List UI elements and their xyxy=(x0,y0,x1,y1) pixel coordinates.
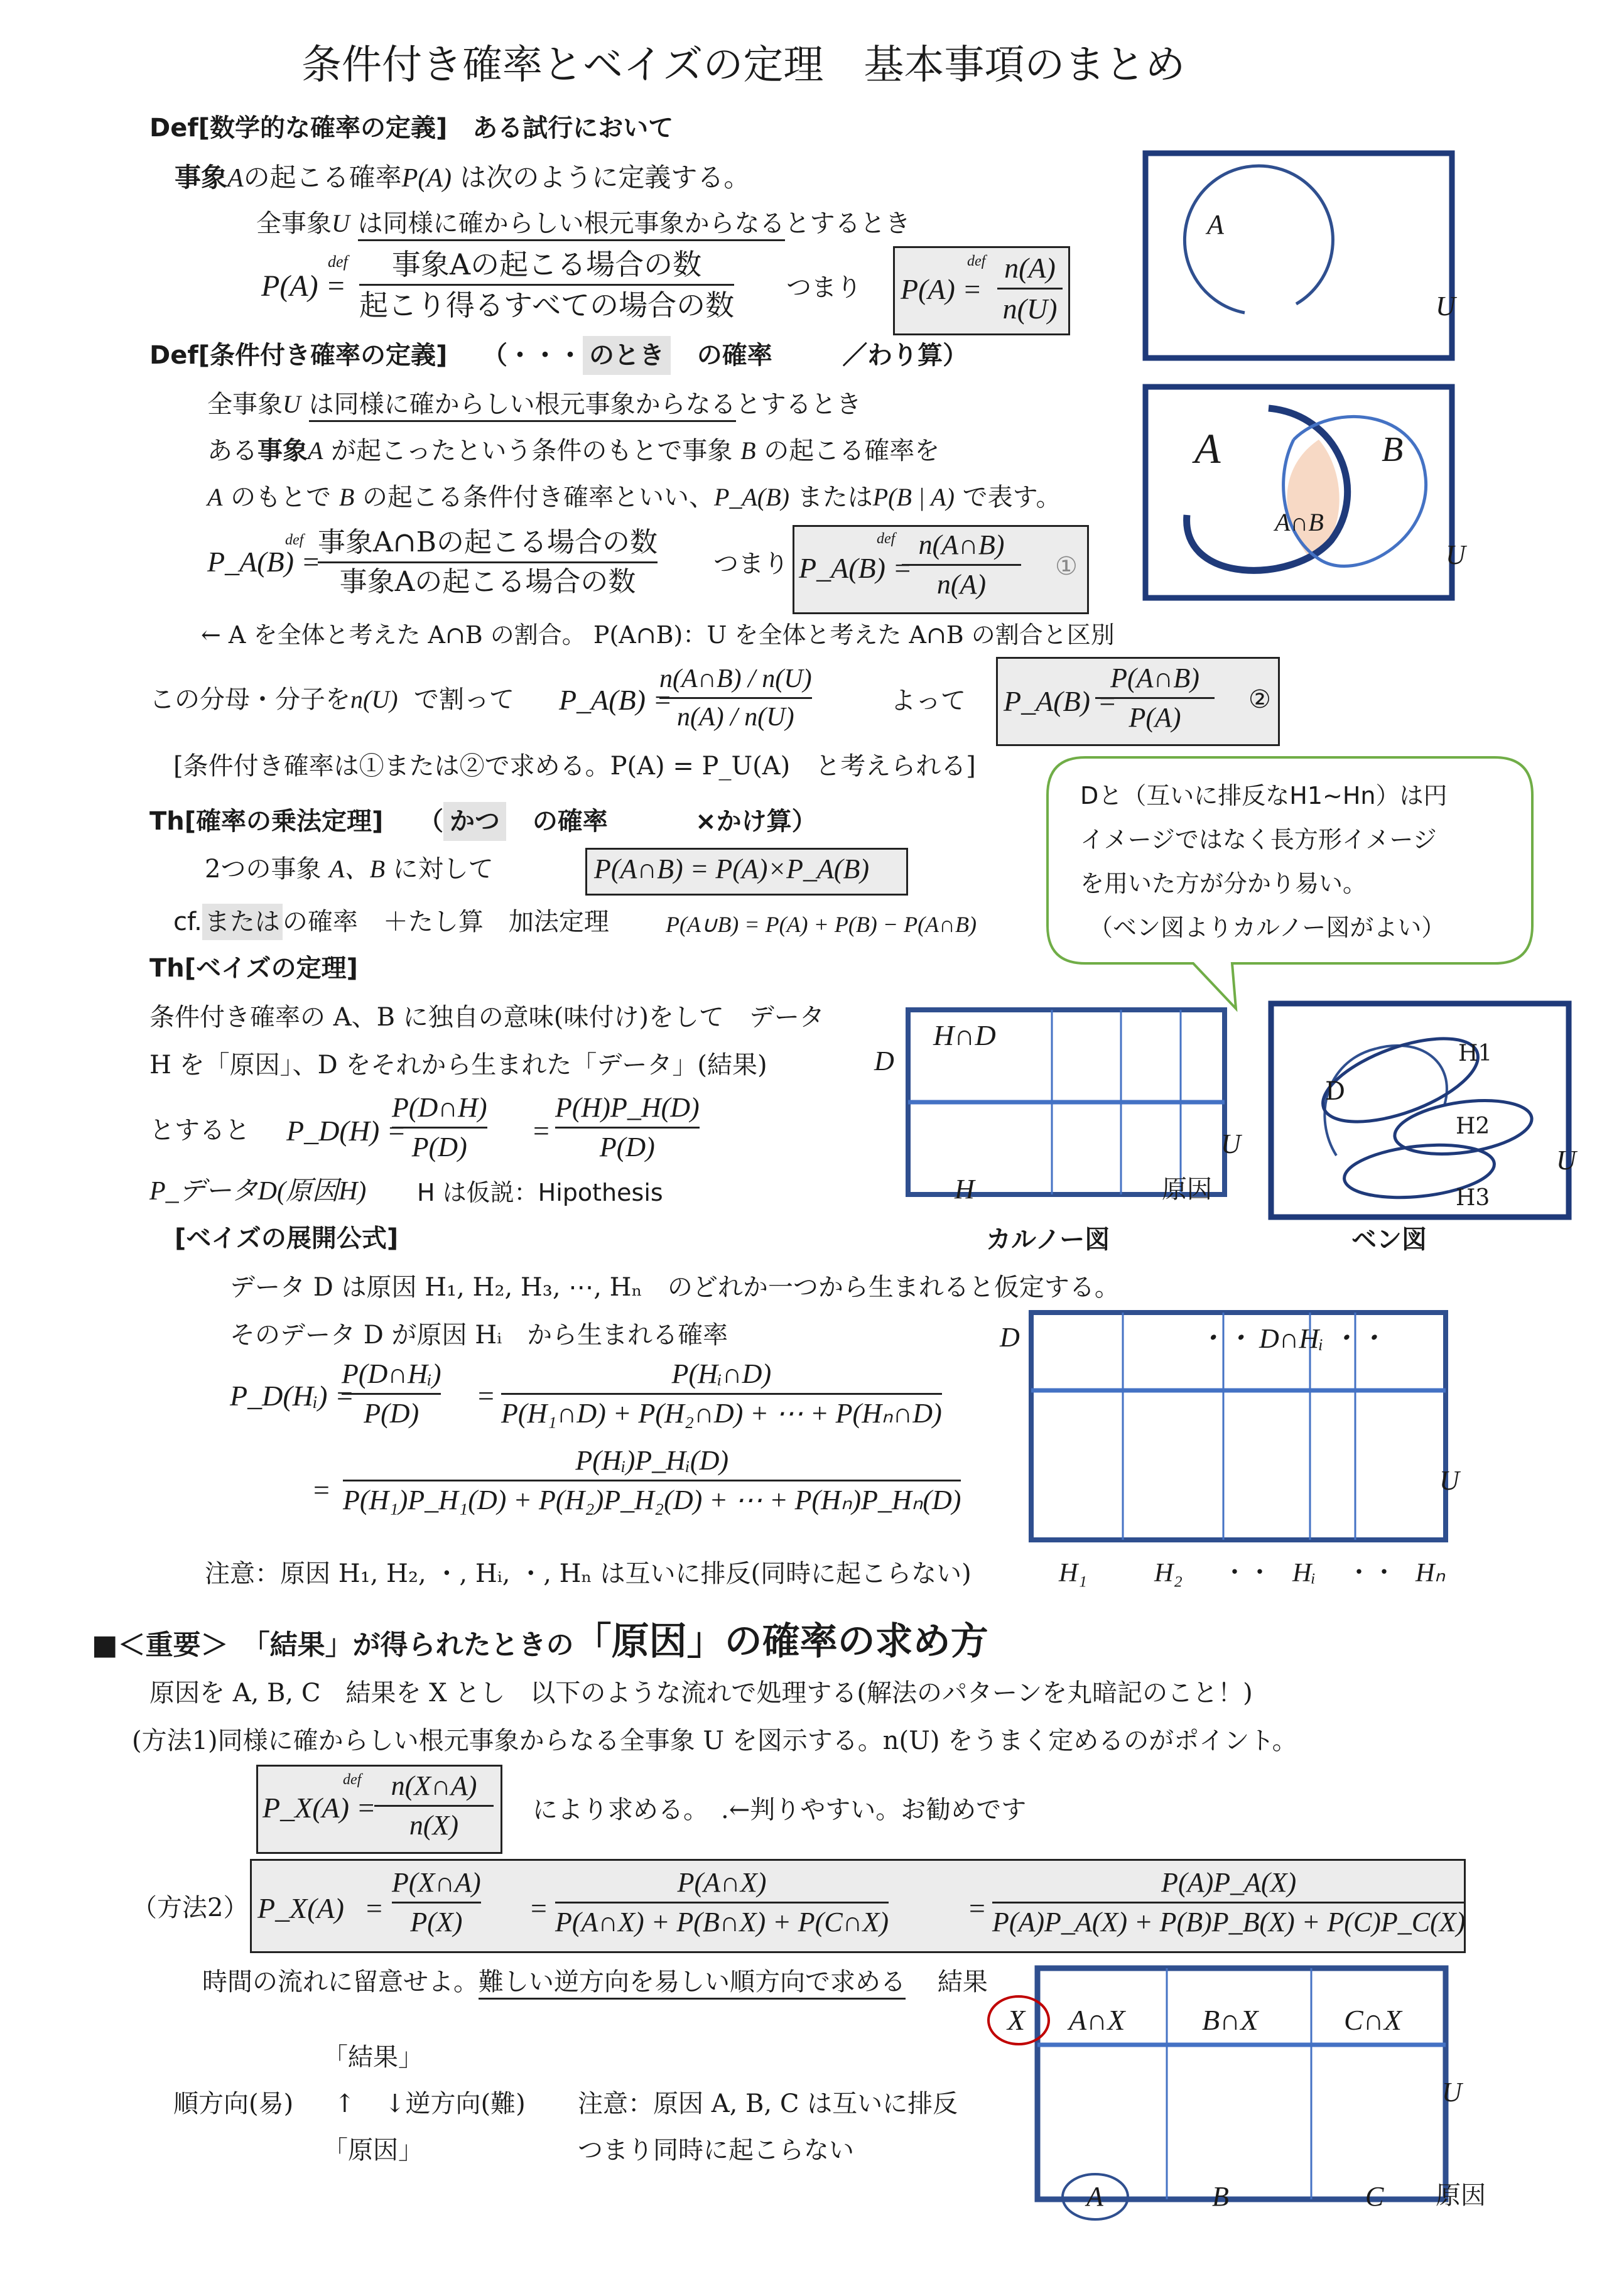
def2-denominator: 事象Aの起こる場合の数 xyxy=(339,566,636,598)
venn3-u: U xyxy=(1556,1145,1576,1176)
sec2-l2a: ある xyxy=(207,436,257,465)
box2-fraction xyxy=(1095,664,1215,732)
karnaugh2-dh: ・・ D∩Hᵢ ・・ xyxy=(1197,1323,1386,1354)
venn3-caption: ベン図 xyxy=(1351,1225,1427,1254)
sec3-heading xyxy=(149,809,817,834)
expansion-frac3 xyxy=(343,1447,961,1514)
venn2-label-ab: A∩B xyxy=(1275,508,1324,536)
sec3-head-hl: かつ xyxy=(443,802,506,841)
def1-denominator: 起こり得るすべての場合の数 xyxy=(359,288,735,322)
note-a: ← A を全体と考えた A∩B の割合。 xyxy=(201,621,586,649)
sec3-l1a: 2つの事象 xyxy=(205,855,322,884)
bayes-lhs: P_D(H) = xyxy=(286,1115,406,1147)
sec5-line2: (方法1)同様に確からしい根元事象からなる全事象 U を図示する。n(U) をうまく定めるのがポイント。 xyxy=(132,1726,1297,1755)
sec2-line3 xyxy=(207,485,1061,510)
expansion-num1: P(D∩Hᵢ) xyxy=(342,1358,441,1389)
fraction-bar xyxy=(902,564,1021,566)
cf-text: の確率 ＋たし算 加法定理 xyxy=(282,907,609,936)
expansion-heading: [ベイズの展開公式] xyxy=(175,1224,399,1253)
method2-eq2: = xyxy=(529,1892,549,1924)
sec2-l1c: は同様に確からしい根元事象からなる xyxy=(309,390,736,422)
def2-fraction xyxy=(318,526,658,598)
expansion-num2: P(Hᵢ∩D) xyxy=(671,1358,772,1389)
sec4-line2: H を「原因」、D をそれから生まれた「データ」(結果) xyxy=(149,1051,767,1080)
important-b: 「原因」の確率の求め方 xyxy=(573,1620,988,1664)
cf-hl: または xyxy=(202,904,283,940)
karnaugh3-a: A xyxy=(1086,2181,1103,2212)
karnaugh3-b: B xyxy=(1212,2181,1229,2212)
sec3-cf xyxy=(173,909,609,934)
exclusive-note2b: つまり同時に起こらない xyxy=(578,2136,854,2165)
sec2-note xyxy=(201,623,1115,647)
venn1-frame xyxy=(1145,153,1452,358)
var-b: B xyxy=(740,436,756,465)
time-c: 結果 xyxy=(937,1968,988,1996)
karnaugh2-u: U xyxy=(1439,1465,1459,1496)
expansion-frac1 xyxy=(342,1360,441,1427)
fraction-bar xyxy=(992,1902,1465,1903)
bayes-den1: P(D) xyxy=(411,1132,467,1162)
time-flow xyxy=(202,1969,988,1995)
sec4-tosuruto: とすると xyxy=(149,1116,250,1145)
karnaugh1-cause: 原因 xyxy=(1162,1175,1212,1204)
div-text xyxy=(149,687,514,712)
var-a: A xyxy=(308,436,323,465)
def1-box-sup: def xyxy=(967,253,986,269)
var-a: A xyxy=(227,164,244,193)
method1-fraction xyxy=(374,1772,494,1839)
sec1-underlined: は同様に確からしい根元事象からなる xyxy=(358,209,785,241)
venn1-label-a: A xyxy=(1207,209,1224,240)
bayes-notation: P_データD(原因H) xyxy=(149,1177,367,1206)
addition-formula: P(A∪B) = P(A) + P(B) − P(A∩B) xyxy=(666,912,977,937)
kekka-label: 「結果」 xyxy=(323,2043,423,2072)
sec2-line2 xyxy=(207,438,939,463)
venn3-h2: H2 xyxy=(1456,1113,1490,1139)
bayes-frac2 xyxy=(555,1094,700,1161)
sec4-line1: 条件付き確率の A、B に独自の意味(味付け)をして データ xyxy=(149,1003,825,1032)
fraction-bar xyxy=(374,1805,494,1807)
method2-den1: P(X) xyxy=(410,1907,463,1937)
div-numerator: n(A∩B) / n(U) xyxy=(659,664,812,693)
pa-symbol: P(A) xyxy=(401,164,452,193)
fraction-bar xyxy=(501,1393,942,1395)
fraction-bar xyxy=(659,697,812,699)
karnaugh2-h1: H₁ xyxy=(1059,1559,1087,1588)
circled-one: ① xyxy=(1055,552,1078,581)
karnaugh3-c: C xyxy=(1365,2181,1384,2212)
sec2-summary: [条件付き確率は①または②で求める。P(A) = P_U(A) と考えられる] xyxy=(173,752,976,781)
pba-symbol: P(B | A) xyxy=(872,483,955,511)
exclusive-note: 注意：原因 H₁, H₂, ・, Hᵢ, ・, Hₙ は互いに排反(同時に起こらない) xyxy=(205,1559,972,1588)
box-numerator: n(X∩A) xyxy=(391,1770,477,1801)
div-lhs: P_A(B) = xyxy=(559,684,673,716)
karnaugh2-dots1: ・・ xyxy=(1222,1558,1272,1587)
sec4-heading: Th[ベイズの定理] xyxy=(149,954,358,983)
venn2-label-u: U xyxy=(1446,539,1466,570)
method2-frac1 xyxy=(392,1869,481,1936)
venn2-label-a: A xyxy=(1194,425,1221,472)
venn3-d: D xyxy=(1325,1077,1346,1106)
bayes-num2: P(H)P_H(D) xyxy=(555,1092,700,1123)
sec3-l1c: に対して xyxy=(392,855,494,884)
fraction-bar xyxy=(342,1393,441,1395)
def2-numerator: 事象A∩Bの起こる場合の数 xyxy=(318,526,658,558)
sec2-heading xyxy=(149,343,968,368)
karnaugh3-cause: 原因 xyxy=(1436,2181,1486,2210)
exclusive-note2a: 注意：原因 A, B, C は互いに排反 xyxy=(578,2089,958,2118)
method2-frac3 xyxy=(992,1869,1465,1936)
sec2-l3d: の起こる条件付き確率といい、 xyxy=(362,483,715,512)
sec2-head-d: ／わり算） xyxy=(842,341,968,370)
hypothesis-note: H は仮説：Hipothesis xyxy=(417,1179,663,1206)
def1-box-lhs: P(A) = xyxy=(901,273,982,305)
expansion-den3: P(H₁)P_H₁(D) + P(H₂)P_H₂(D) + ⋯ + P(Hₙ)P_Hₙ(D) xyxy=(343,1485,961,1515)
venn3-h1: H1 xyxy=(1458,1041,1493,1066)
karnaugh3-x: X xyxy=(1007,2004,1026,2036)
sec1-heading: Def[数学的な確率の定義] ある試行において xyxy=(149,114,674,143)
box-denominator: n(X) xyxy=(409,1810,459,1841)
sec2-l3b: のもとで xyxy=(230,483,332,512)
bubble-line1: Dと（互いに排反なH1~Hn）は円 xyxy=(1080,782,1448,810)
important-heading xyxy=(92,1620,988,1664)
venn1-label-u: U xyxy=(1436,291,1456,322)
forward-label: 順方向(易) xyxy=(173,2089,294,2118)
box-denominator: P(A) xyxy=(1129,702,1181,733)
expansion-line1: データ D は原因 H₁, H₂, H₃, ⋯, Hₙ のどれか一つから生まれると仮定する。 xyxy=(230,1273,1120,1302)
cf-label: cf. xyxy=(173,907,202,936)
note-b: P(A∩B)：U を全体と考えた A∩B の割合と区別 xyxy=(593,621,1115,649)
def2-lhs: P_A(B) = xyxy=(207,546,321,578)
yotte: よって xyxy=(890,686,966,715)
tsumari-2: つまり xyxy=(713,550,789,578)
important-a: ■＜重要＞ 「結果」が得られたときの xyxy=(92,1629,574,1661)
multiplication-formula: P(A∩B) = P(A)×P_A(B) xyxy=(594,853,870,884)
def2-box-sup: def xyxy=(877,531,896,547)
sec2-l3f: または xyxy=(797,483,873,512)
method2-eq1: = xyxy=(364,1892,384,1924)
karnaugh1-caption: カルノー図 xyxy=(986,1225,1110,1254)
venn2-label-b: B xyxy=(1382,430,1404,469)
bayes-num1: P(D∩H) xyxy=(392,1092,487,1123)
box-denominator: n(U) xyxy=(1002,293,1058,325)
sec5-line1: 原因を A, B, C 結果を X とし 以下のような流れで処理する(解法のパターンを丸暗記のこと！) xyxy=(149,1679,1253,1708)
var-u: U xyxy=(332,209,350,237)
fraction-bar xyxy=(343,1480,961,1481)
karnaugh3-u: U xyxy=(1442,2077,1462,2108)
method2-eq3: = xyxy=(967,1892,987,1924)
karnaugh3-bx: B∩X xyxy=(1202,2004,1259,2036)
sec2-l2f: の起こる確率を xyxy=(764,436,940,465)
method2-num3: P(A)P_A(X) xyxy=(1161,1867,1297,1898)
expansion-line2: そのデータ D が原因 Hᵢ から生まれる確率 xyxy=(230,1321,728,1350)
sec2-head-b: （・・・ xyxy=(482,341,583,370)
sec2-head-a: Def[条件付き確率の定義] xyxy=(149,341,448,370)
fraction-bar xyxy=(555,1127,700,1129)
karnaugh2-hi: Hᵢ xyxy=(1292,1559,1316,1588)
var-b: B xyxy=(338,483,355,511)
karnaugh2-dots2: ・・ xyxy=(1346,1558,1397,1587)
sec2-line1 xyxy=(207,392,862,417)
bayes-frac1 xyxy=(392,1094,487,1161)
expansion-den1: P(D) xyxy=(364,1398,420,1429)
box-numerator: n(A) xyxy=(1004,252,1056,284)
def1-numerator: 事象Aの起こる場合の数 xyxy=(391,247,702,281)
expansion-frac2 xyxy=(501,1360,942,1427)
div-fraction xyxy=(659,666,812,730)
method2-den3: P(A)P_A(X) + P(B)P_B(X) + P(C)P_C(X) xyxy=(992,1907,1466,1937)
circled-two: ② xyxy=(1248,685,1271,714)
sec2-l2d: が起こったという条件のもとで事象 xyxy=(331,436,733,465)
karnaugh3-frame xyxy=(1037,1968,1446,2199)
sec1-tosuru: とするとき xyxy=(784,209,911,238)
karnaugh2-h2: H₂ xyxy=(1154,1559,1183,1588)
venn3-frame xyxy=(1271,1004,1569,1217)
div-denominator: n(A) / n(U) xyxy=(676,703,794,732)
bayes-eq: = xyxy=(531,1115,551,1147)
karnaugh3-ax: A∩X xyxy=(1069,2004,1125,2036)
time-b: 難しい逆方向を易しい順方向で求める xyxy=(479,1968,906,2000)
sec3-head-a: Th[確率の乗法定理] xyxy=(149,807,384,836)
var-ab: A、B xyxy=(329,855,386,883)
def1-lhs: P(A) = xyxy=(261,269,346,303)
sec3-head-b: （ xyxy=(418,807,444,836)
var-u: U xyxy=(283,390,301,418)
sec2-l3h: で表す。 xyxy=(962,483,1061,512)
expansion-num3: P(Hᵢ)P_Hᵢ(D) xyxy=(575,1445,729,1476)
karnaugh1-h: H xyxy=(955,1174,975,1205)
up-arrow: ↑ xyxy=(334,2089,355,2118)
sec2-l1a: 全事象 xyxy=(207,390,283,419)
method1-lhs: P_X(A) = xyxy=(263,1792,376,1824)
sec1-text: の起こる確率 xyxy=(243,162,402,193)
sec2-head-c: の確率 xyxy=(696,341,772,370)
sec1-jishou: 事象 xyxy=(175,162,228,193)
sec1-zenjishou: 全事象 xyxy=(256,209,332,238)
method1-sup: def xyxy=(343,1772,362,1788)
div-a: この分母・分子を xyxy=(149,685,350,714)
method2-num2: P(A∩X) xyxy=(677,1867,767,1898)
karnaugh1-u: U xyxy=(1221,1129,1241,1159)
karnaugh1-d: D xyxy=(874,1046,894,1076)
expansion-eq2: = xyxy=(311,1474,332,1506)
expansion-den2: P(H₁∩D) + P(H₂∩D) + ⋯ + P(Hₙ∩D) xyxy=(501,1398,942,1429)
time-a: 時間の流れに留意せよ。 xyxy=(202,1968,479,1996)
pab-symbol: P_A(B) xyxy=(714,483,789,511)
sec3-line1 xyxy=(205,857,494,882)
sec2-l1d: とするとき xyxy=(735,390,862,419)
method2-den2: P(A∩X) + P(B∩X) + P(C∩X) xyxy=(555,1907,889,1937)
div-c: で割って xyxy=(413,685,514,714)
karnaugh1-hd: H∩D xyxy=(933,1019,996,1051)
bubble-line4: （ベン図よりカルノー図がよい） xyxy=(1089,914,1446,941)
box2-lhs: P_A(B) = xyxy=(1004,685,1117,717)
bubble-line3: を用いた方が分かり易い。 xyxy=(1080,870,1367,897)
def2-box-fraction xyxy=(902,531,1021,598)
sec3-head-d: ×かけ算） xyxy=(695,807,817,836)
def1-sup: def xyxy=(328,252,348,271)
karnaugh2-hn: Hₙ xyxy=(1416,1559,1446,1588)
tsumari-1: つまり xyxy=(786,273,862,302)
venn3-h3: H3 xyxy=(1456,1185,1490,1211)
box-numerator: P(A∩B) xyxy=(1110,663,1199,693)
page-title: 条件付き確率とベイズの定理 基本事項のまとめ xyxy=(301,42,1186,89)
nu-symbol: n(U) xyxy=(350,685,398,713)
sec1-text2: は次のように定義する。 xyxy=(460,162,750,193)
karnaugh3-cx: C∩X xyxy=(1344,2004,1402,2036)
karnaugh2-d: D xyxy=(1000,1322,1020,1353)
expansion-lhs: P_D(Hᵢ) = xyxy=(230,1380,354,1412)
expansion-eq1: = xyxy=(476,1380,496,1412)
bayes-den2: P(D) xyxy=(599,1132,655,1162)
method2-lhs: P_X(A) xyxy=(257,1892,344,1924)
method1-note: により求める。 .←判りやすい。お勧めです xyxy=(533,1795,1027,1824)
sec2-head-hl: のとき xyxy=(583,336,671,375)
fraction-bar xyxy=(318,561,658,563)
bubble-line2: イメージではなく長方形イメージ xyxy=(1080,826,1437,853)
var-a: A xyxy=(207,483,223,511)
fraction-bar xyxy=(392,1127,487,1129)
method2-label: （方法2） xyxy=(132,1893,249,1922)
def2-sup: def xyxy=(285,532,304,548)
def2-box-lhs: P_A(B) = xyxy=(799,552,912,584)
box-denominator: n(A) xyxy=(936,569,987,600)
method2-frac2 xyxy=(555,1869,889,1936)
fraction-bar xyxy=(555,1902,889,1903)
backward-label: ↓逆方向(難) xyxy=(384,2089,526,2118)
fraction-bar xyxy=(392,1902,481,1903)
box-numerator: n(A∩B) xyxy=(918,529,1005,560)
method2-num1: P(X∩A) xyxy=(392,1867,481,1898)
fraction-bar xyxy=(1095,697,1215,699)
sec2-l2b: 事象 xyxy=(257,436,308,465)
genin-label: 「原因」 xyxy=(323,2136,423,2165)
sec3-head-c: の確率 xyxy=(532,807,608,836)
